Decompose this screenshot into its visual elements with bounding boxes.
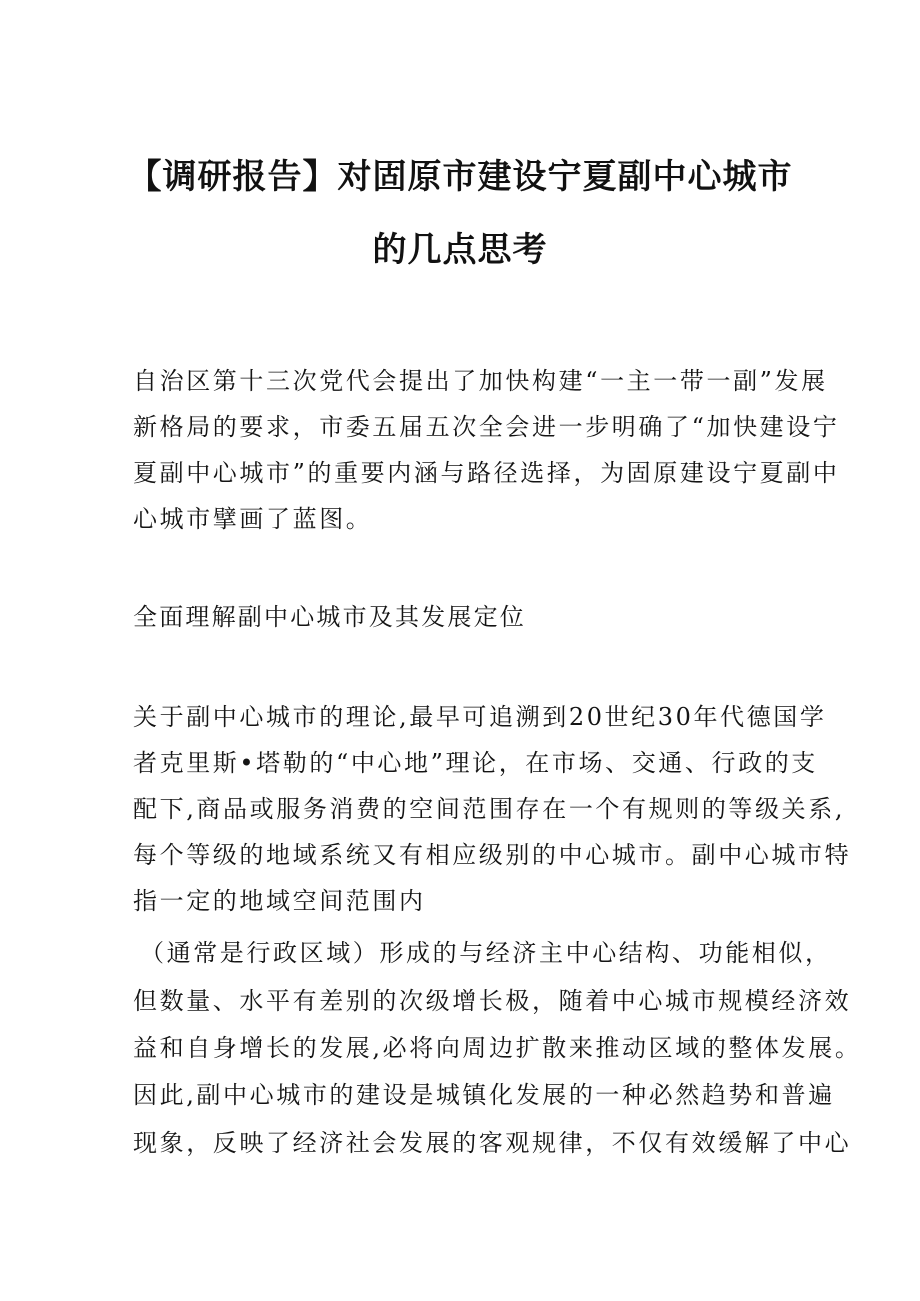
body-line-10: 现象，反映了经济社会发展的客观规律，不仅有效缓解了中心	[133, 1129, 852, 1157]
intro-line-4: 心城市擘画了蓝图。	[133, 505, 373, 533]
intro-line-2: 新格局的要求，市委五届五次全会进一步明确了“加快建设宁	[133, 413, 840, 441]
body-line-2: 者克里斯•塔勒的“中心地”理论，在市场、交通、行政的支	[133, 749, 818, 777]
body-line-8: 益和自身增长的发展,必将向周边扩散来推动区域的整体发展。	[133, 1034, 862, 1062]
body-line-4: 每个等级的地域系统又有相应级别的中心城市。副中心城市特	[133, 841, 852, 869]
document-title-line-2: 的几点思考	[372, 230, 548, 270]
intro-line-3: 夏副中心城市”的重要内涵与路径选择，为固原建设宁夏副中	[133, 459, 840, 487]
body-line-6: （通常是行政区域）形成的与经济主中心结构、功能相似，	[140, 939, 832, 967]
body-line-9: 因此,副中心城市的建设是城镇化发展的一种必然趋势和普遍	[133, 1081, 835, 1109]
body-line-3: 配下,商品或服务消费的空间范围存在一个有规则的等级关系,	[133, 795, 846, 823]
body-line-1: 关于副中心城市的理论,最早可追溯到20世纪30年代德国学	[133, 703, 827, 731]
body-line-5: 指一定的地域空间范围内	[133, 887, 426, 915]
body-line-7: 但数量、水平有差别的次级增长极，随着中心城市规模经济效	[133, 987, 852, 1015]
intro-line-1: 自治区第十三次党代会提出了加快构建“一主一带一副”发展	[133, 367, 828, 395]
section-heading: 全面理解副中心城市及其发展定位	[133, 603, 526, 631]
document-title-line-1: 【调研报告】对固原市建设宁夏副中心城市	[127, 157, 793, 197]
